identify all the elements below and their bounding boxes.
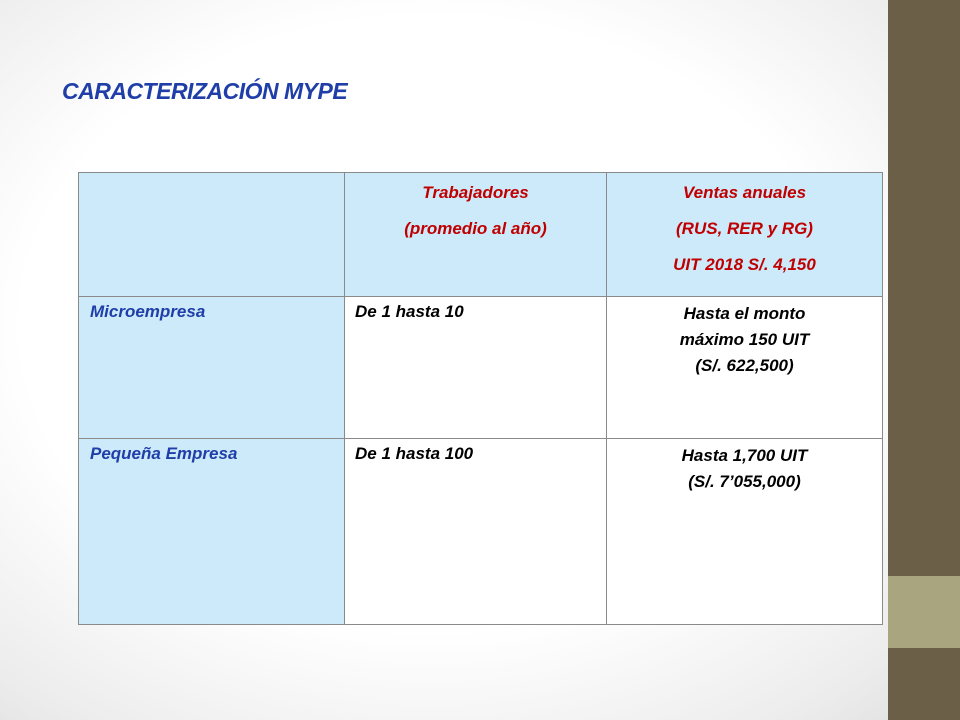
header-sales-cell	[607, 173, 883, 297]
sales-line: (S/. 622,500)	[695, 356, 794, 375]
table-header-row	[79, 173, 883, 297]
header-workers-line: (promedio al año)	[404, 219, 547, 238]
sales-line: máximo 150 UIT	[679, 330, 810, 349]
sales-line: Hasta el monto	[683, 304, 806, 323]
slide-title: CARACTERIZACIÓN MYPE	[62, 78, 348, 104]
header-empty-cell	[79, 173, 345, 297]
table-row	[79, 297, 883, 439]
header-workers-cell	[345, 173, 607, 297]
mype-characterization-table	[78, 172, 883, 625]
header-sales-line: (RUS, RER y RG)	[676, 219, 813, 238]
header-workers-line: Trabajadores	[422, 183, 529, 202]
sales-line: Hasta 1,700 UIT	[681, 446, 808, 465]
workers-cell: De 1 hasta 100	[345, 439, 607, 625]
side-decoration-accent	[888, 576, 960, 648]
row-label-pequena-empresa: Pequeña Empresa	[79, 439, 345, 625]
row-label-microempresa: Microempresa	[79, 297, 345, 439]
header-sales-line: Ventas anuales	[682, 183, 807, 202]
sales-line: (S/. 7’055,000)	[688, 472, 801, 491]
sales-cell	[607, 439, 883, 625]
sales-cell	[607, 297, 883, 439]
table-row	[79, 439, 883, 625]
workers-cell: De 1 hasta 10	[345, 297, 607, 439]
header-sales-line: UIT 2018 S/. 4,150	[673, 255, 816, 274]
